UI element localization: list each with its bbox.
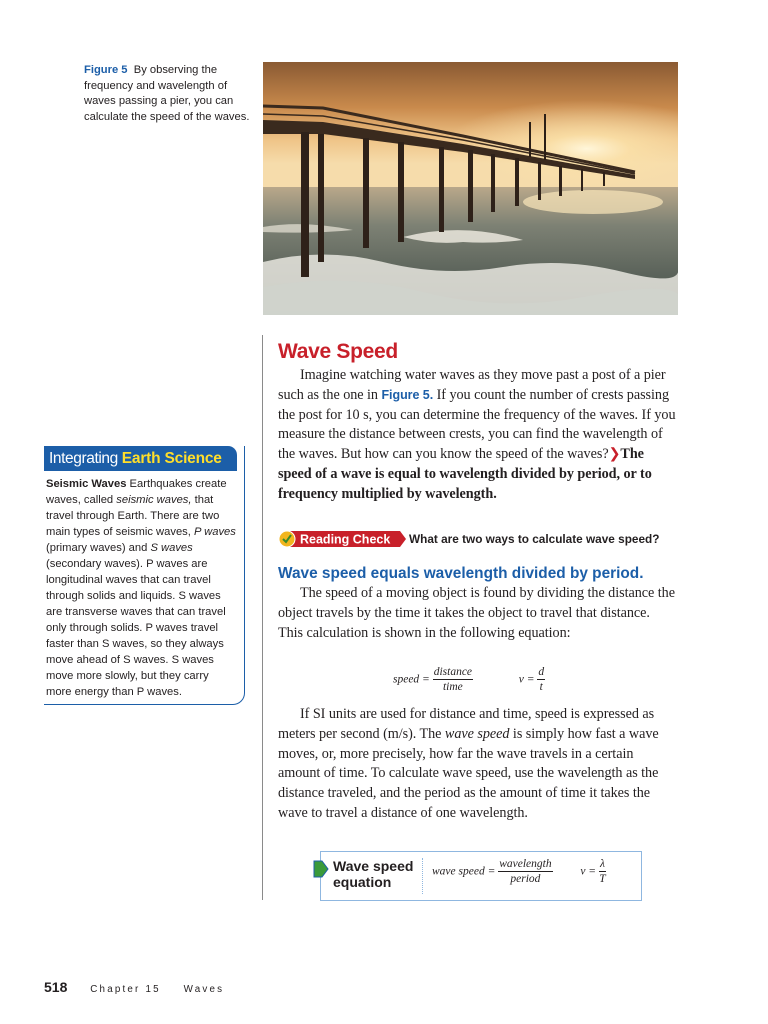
figure-caption — [84, 63, 259, 125]
equation-box-label — [333, 858, 423, 890]
paragraph-1 — [278, 366, 678, 505]
column-rule — [262, 335, 263, 900]
equation-arrow-icon — [313, 860, 329, 878]
eq1-sym-numerator: d — [538, 666, 545, 678]
subheading: Wave speed equals wavelength divided by period. — [278, 565, 644, 582]
reading-check-label: Reading Check — [300, 532, 391, 547]
eq1-fraction — [433, 666, 473, 694]
main-column — [278, 338, 678, 505]
eq1-sym-fraction — [537, 666, 545, 694]
earth-science-sidebar — [44, 446, 245, 705]
equation-label-line2: equation — [333, 874, 392, 890]
sidebar-term: Seismic Waves — [46, 478, 127, 490]
figure-reference: Figure 5. — [381, 387, 434, 402]
sidebar-italic: seismic waves, — [116, 494, 192, 506]
para-text: If you count the number of crests passing the post for 10 s, you can determine the frequency of the waves. If you measure the distance between crests, you can find the wavelength of the waves. But how can you know the speed of the waves? — [278, 386, 676, 463]
reading-check-badge — [278, 530, 408, 548]
chapter-title: Waves — [183, 984, 225, 995]
sidebar-text: (primary waves) and — [46, 542, 151, 554]
figure-label: Figure 5 — [84, 64, 128, 76]
eq2-denominator: period — [510, 873, 541, 885]
page-footer — [44, 979, 224, 995]
pier-photo — [263, 62, 678, 315]
eq2-sym-fraction — [599, 858, 606, 886]
paragraph-3 — [278, 705, 678, 824]
sidebar-header — [44, 446, 237, 471]
chapter-label: Chapter 15 — [90, 984, 161, 995]
page-number: 518 — [44, 979, 68, 995]
eq2-sym-denominator: T — [599, 873, 606, 885]
sidebar-italic: P waves — [193, 526, 236, 538]
eq1-sym-denominator: t — [539, 681, 543, 693]
reading-check — [278, 529, 688, 549]
sidebar-header-highlight: Earth Science — [121, 450, 222, 467]
sidebar-text: (secondary waves). P waves are longitudinal waves that can travel through solids and liquids. S waves are transverse waves that can travel only through solids. P waves travel faster than S waves, so they always move ahead of S waves. S waves move more slowly, but they carry more energy than P waves. — [46, 558, 226, 698]
big-idea-arrow-icon: ❯ — [608, 446, 621, 463]
eq2-fraction — [498, 858, 552, 886]
equation-label-line1: Wave speed — [333, 858, 414, 874]
equation-box-divider — [422, 858, 423, 894]
para-text: Imagine watching water waves as they move past a post of a pier such as the one in — [278, 367, 666, 403]
figure-caption-text: By observing the frequency and wavelength of waves passing a pier, you can calculate the speed of the waves. — [84, 64, 250, 123]
eq2-numerator: wavelength — [499, 858, 552, 870]
sidebar-body — [46, 476, 236, 700]
sidebar-text: Earthquakes create waves, called — [46, 478, 227, 506]
sidebar-text: that travel through Earth. There are two main types of seismic waves, — [46, 494, 220, 538]
eq2-sym-lhs: v = — [580, 865, 597, 878]
eq2-lhs: wave speed = — [432, 865, 496, 878]
reading-check-question: What are two ways to calculate wave speed? — [409, 532, 660, 546]
eq1-denominator: time — [442, 681, 463, 693]
wave-speed-equation — [432, 858, 637, 894]
eq1-numerator: distance — [433, 666, 473, 678]
key-term: wave speed — [444, 725, 510, 742]
eq2-sym-numerator: λ — [599, 858, 605, 870]
speed-equation — [393, 666, 593, 696]
wave-speed-equation-box — [320, 851, 642, 901]
para-text: is simply how fast a wave moves, or, more precisely, how far the wave travels in a certain amount of time. To calculate wave speed, use the wavelength as the distance traveled, and the period as the amount of time it takes the wave to travel a distance of one wavelength. — [278, 725, 659, 821]
paragraph-2: The speed of a moving object is found by dividing the distance the object travels by the time it takes the object to travel that distance. This calculation is shown in the following equation: — [278, 585, 675, 641]
eq1-sym-lhs: v = — [518, 673, 535, 686]
sidebar-italic: S waves — [150, 542, 193, 554]
para-text: If SI units are used for distance and time, speed is expressed as meters per second (m/s). The — [278, 706, 655, 742]
eq1-lhs: speed = — [393, 673, 430, 686]
section-heading: Wave Speed — [278, 340, 398, 363]
big-idea-text: The speed of a wave is equal to wavelength divided by period, or to frequency multiplied by wavelength. — [278, 446, 652, 502]
sidebar-header-prefix: Integrating — [49, 450, 118, 467]
